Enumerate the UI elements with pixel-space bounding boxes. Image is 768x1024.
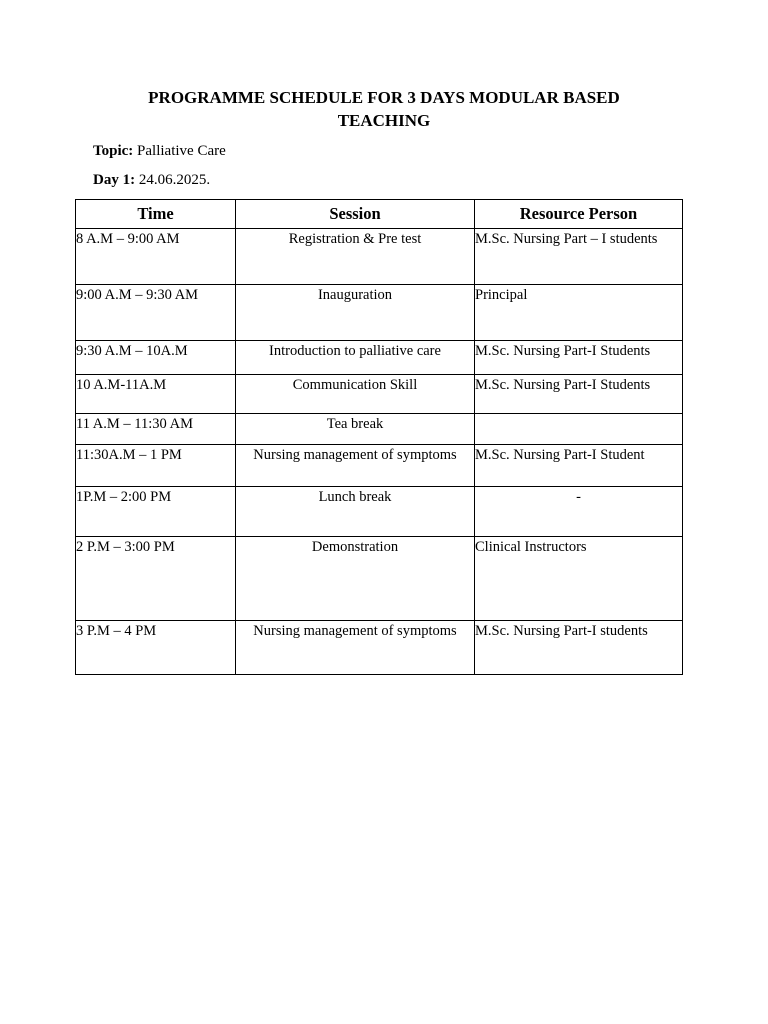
resource-person-cell: Clinical Instructors xyxy=(475,537,683,621)
table-row xyxy=(76,445,683,487)
time-cell: 11 A.M – 11:30 AM xyxy=(76,414,236,445)
time-cell: 11:30A.M – 1 PM xyxy=(76,445,236,487)
resource-person-cell: M.Sc. Nursing Part-I Students xyxy=(475,341,683,375)
table-header-row xyxy=(76,200,683,229)
day-line xyxy=(93,171,210,189)
schedule-table xyxy=(75,199,683,675)
time-cell: 8 A.M – 9:00 AM xyxy=(76,229,236,285)
time-cell: 1P.M – 2:00 PM xyxy=(76,487,236,537)
resource-person-cell: - xyxy=(475,487,683,537)
topic-label: Topic: xyxy=(93,143,134,159)
table-row xyxy=(76,285,683,341)
day-value: 24.06.2025. xyxy=(138,172,211,188)
table-row xyxy=(76,621,683,675)
document-title: PROGRAMME SCHEDULE FOR 3 DAYS MODULAR BASED TEACHING xyxy=(148,88,620,130)
session-cell: Communication Skill xyxy=(236,375,475,414)
table-row xyxy=(76,537,683,621)
resource-person-cell xyxy=(475,414,683,445)
time-cell: 9:30 A.M – 10A.M xyxy=(76,341,236,375)
session-cell: Tea break xyxy=(236,414,475,445)
header-session: Session xyxy=(236,200,475,229)
table-row xyxy=(76,229,683,285)
session-cell: Nursing management of symptoms xyxy=(236,445,475,487)
session-cell: Demonstration xyxy=(236,537,475,621)
resource-person-cell: M.Sc. Nursing Part-I students xyxy=(475,621,683,675)
topic-value: Palliative Care xyxy=(137,143,226,159)
resource-person-cell: M.Sc. Nursing Part-I Student xyxy=(475,445,683,487)
time-cell: 2 P.M – 3:00 PM xyxy=(76,537,236,621)
table-row xyxy=(76,487,683,537)
time-cell: 10 A.M-11A.M xyxy=(76,375,236,414)
session-cell: Introduction to palliative care xyxy=(236,341,475,375)
time-cell: 9:00 A.M – 9:30 AM xyxy=(76,285,236,341)
topic-line xyxy=(93,142,226,160)
resource-person-cell: Principal xyxy=(475,285,683,341)
table-row xyxy=(76,375,683,414)
session-cell: Lunch break xyxy=(236,487,475,537)
resource-person-cell: M.Sc. Nursing Part-I Students xyxy=(475,375,683,414)
table-row xyxy=(76,341,683,375)
session-cell: Nursing management of symptoms xyxy=(236,621,475,675)
header-resource-person: Resource Person xyxy=(475,200,683,229)
session-cell: Registration & Pre test xyxy=(236,229,475,285)
session-cell: Inauguration xyxy=(236,285,475,341)
header-time: Time xyxy=(76,200,236,229)
resource-person-cell: M.Sc. Nursing Part – I students xyxy=(475,229,683,285)
time-cell: 3 P.M – 4 PM xyxy=(76,621,236,675)
day-label: Day 1: xyxy=(93,172,136,188)
table-row xyxy=(76,414,683,445)
